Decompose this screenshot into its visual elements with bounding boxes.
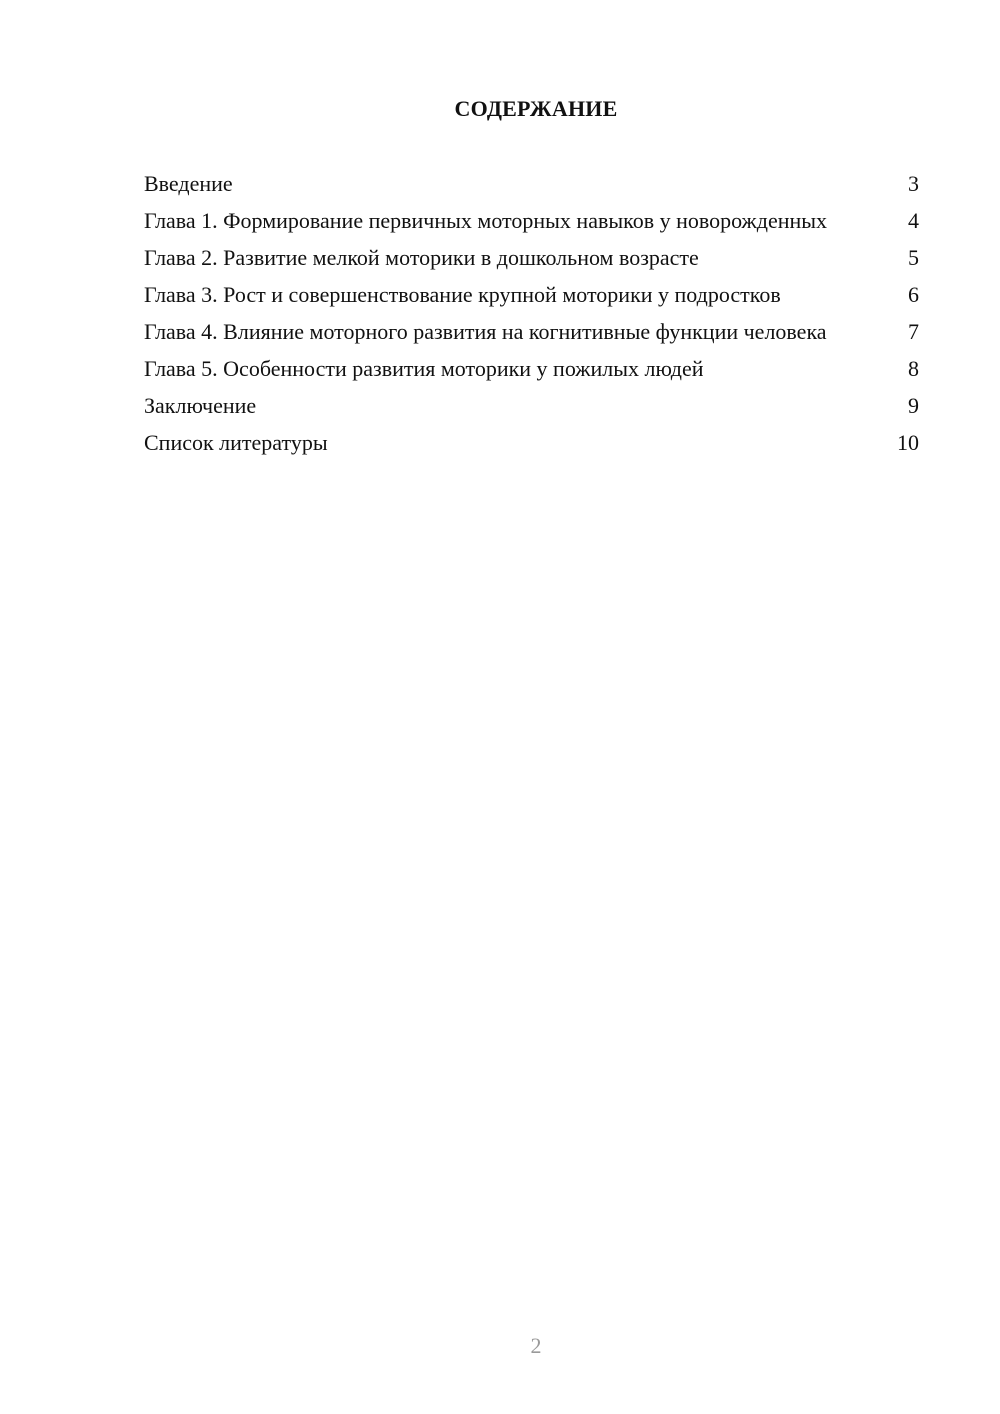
toc-entry-title: Список литературы	[144, 430, 328, 455]
toc-entry-bibliography	[144, 429, 919, 456]
page-title: СОДЕРЖАНИЕ	[454, 96, 618, 121]
toc-entry-chapter-1	[144, 207, 919, 234]
toc-entry-title: Глава 1. Формирование первичных моторных навыков у новорожденных	[144, 208, 828, 233]
toc-entry-title: Глава 4. Влияние моторного развития на когнитивные функции человека	[144, 319, 827, 344]
toc-entry-page: 10	[897, 430, 919, 455]
toc-entry-introduction	[144, 170, 919, 197]
toc-entry-title: Заключение	[144, 393, 257, 418]
toc-entry-conclusion	[144, 392, 919, 419]
toc-entry-page: 5	[908, 245, 919, 270]
toc-entry-chapter-4	[144, 318, 919, 345]
toc-entry-chapter-5	[144, 355, 919, 382]
toc-entry-page: 4	[908, 208, 919, 233]
toc-entry-page: 8	[908, 356, 919, 381]
toc-entry-title: Глава 5. Особенности развития моторики у пожилых людей	[144, 356, 704, 381]
toc-entry-chapter-2	[144, 244, 919, 271]
toc-entry-chapter-3	[144, 281, 919, 308]
toc-entry-page: 3	[908, 171, 919, 196]
table-of-contents	[144, 170, 919, 466]
page-number: 2	[530, 1333, 542, 1358]
toc-entry-title: Введение	[144, 171, 233, 196]
toc-entry-page: 7	[908, 319, 919, 344]
toc-entry-page: 6	[908, 282, 919, 307]
toc-entry-title: Глава 3. Рост и совершенствование крупной моторики у подростков	[144, 282, 781, 307]
toc-entry-page: 9	[908, 393, 919, 418]
toc-entry-title: Глава 2. Развитие мелкой моторики в дошкольном возрасте	[144, 245, 699, 270]
